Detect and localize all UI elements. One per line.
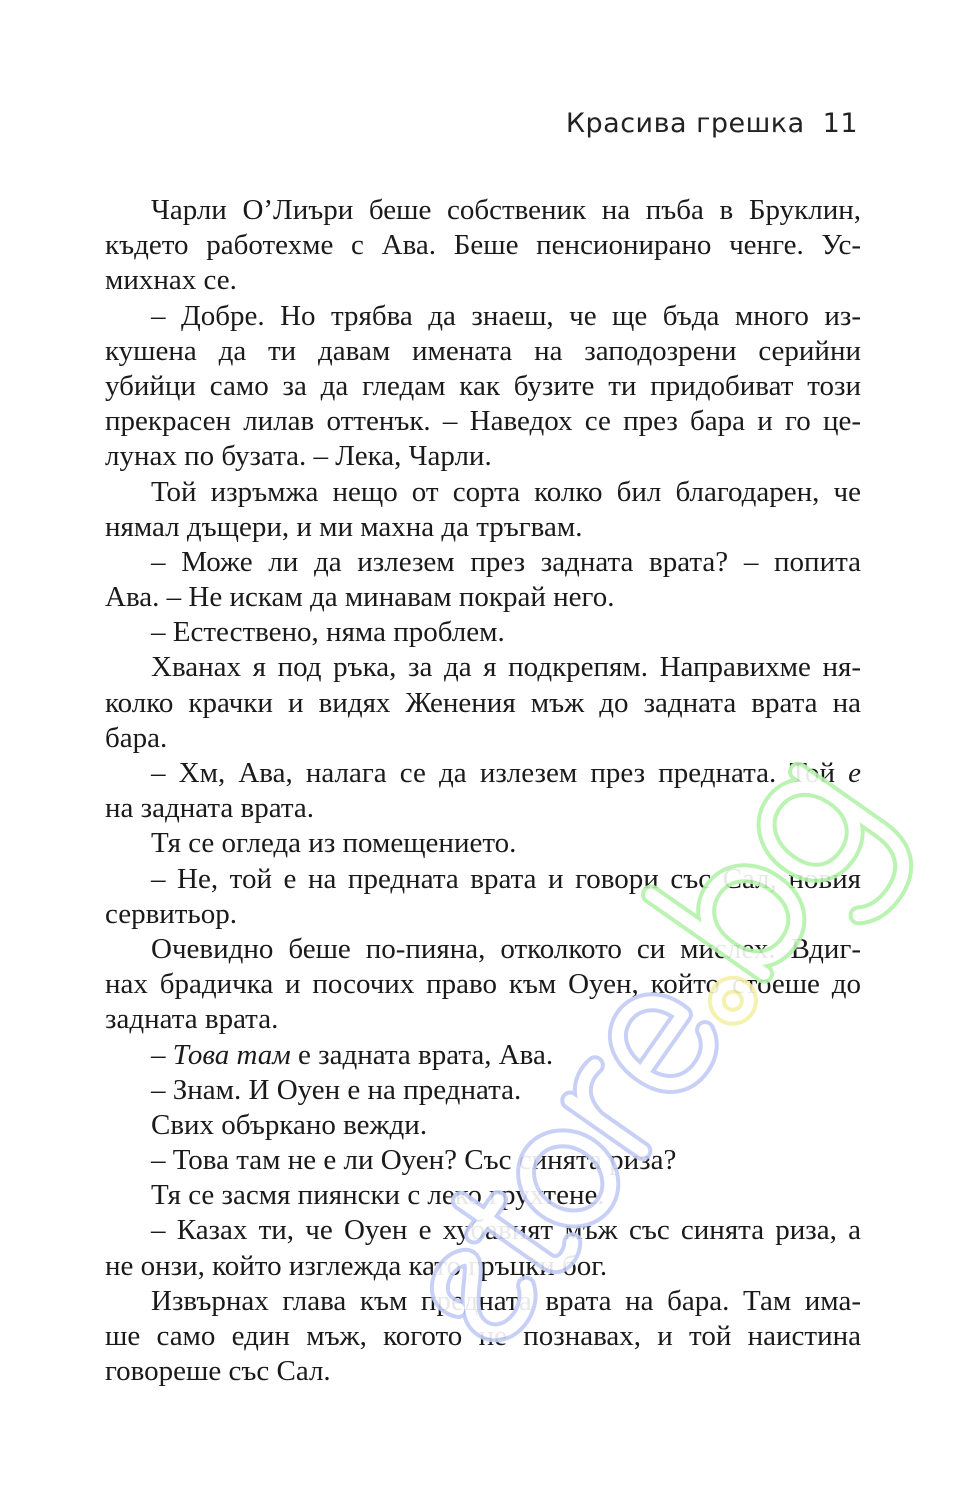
text-line: на задната врата. — [105, 792, 314, 825]
text-line: нямал дъщери, и ми махна да тръгвам. — [105, 510, 583, 543]
text-line: – Може ли да излезем през задната врата? – попита — [151, 545, 861, 578]
text-line: – Това там е задната врата, Ава. — [151, 1038, 554, 1071]
text-line: – Това там не е ли Оуен? Със синята риза? — [151, 1144, 677, 1177]
text-line: Извърнах глава към предната врата на бара. Там има- — [151, 1284, 861, 1317]
text-line: Той изръмжа нещо от сорта колко бил благодарен, че — [151, 475, 861, 508]
text-line: Очевидно беше по-пияна, отколкото си мислех. Вдиг- — [151, 932, 861, 965]
text-line: – Знам. И Оуен е на предната. — [151, 1073, 522, 1106]
text-line: Тя се огледа из помещението. — [151, 827, 517, 860]
text-line: сервитьор. — [105, 897, 237, 930]
text-line: – Естествено, няма проблем. — [151, 616, 505, 649]
text-line: лунах по бузата. – Лека, Чарли. — [105, 440, 492, 473]
text-line: Чарли О’Лиъри беше собственик на пъба в Бруклин, — [151, 194, 861, 226]
text-line: ше само един мъж, когото не познавах, и той наистина — [105, 1320, 861, 1352]
text-line: прекрасен лилав оттенък. – Наведох се през бара и го це- — [105, 405, 861, 438]
text-line: кушена да ти давам имената на заподозрени серийни — [105, 334, 861, 367]
text-line: – Не, той е на предната врата и говори със Сал, новия — [151, 862, 861, 895]
text-line: колко крачки и видях Женения мъж до задната врата на — [105, 686, 861, 719]
text-line: – Казах ти, че Оуен е хубавият мъж със синята риза, а — [151, 1214, 861, 1247]
text-line: Свих объркано вежди. — [151, 1108, 428, 1141]
running-head — [566, 108, 858, 139]
text-line: – Хм, Ава, налага се да излезем през предната. Той е — [151, 757, 861, 789]
text-line: Тя се засмя пиянски с леко грухтене. — [151, 1179, 605, 1212]
text-line: говореше със Сал. — [105, 1355, 331, 1388]
text-line: убийци само за да гледам как бузите ти придобиват този — [105, 369, 861, 402]
text-line: – Добре. Но трябва да знаеш, че ще бъда много из- — [151, 299, 861, 332]
body-text — [105, 193, 861, 1389]
text-line: нах брадичка и посочих право към Оуен, който стоеше до — [105, 968, 861, 1001]
text-line: михнах се. — [105, 264, 237, 297]
text-line: където работехме с Ава. Беше пенсионирано ченге. Ус- — [105, 229, 861, 262]
italic-emphasis: е — [848, 757, 861, 789]
text-line: Ава. – Не искам да минавам покрай него. — [105, 581, 615, 614]
italic-emphasis: Това там — [172, 1038, 291, 1071]
text-line: бара. — [105, 721, 168, 754]
text-line: Хванах я под ръка, за да я подкрепям. Направихме ня- — [151, 651, 861, 684]
page-number: 11 — [822, 108, 858, 139]
book-title: Красива грешка — [565, 108, 805, 139]
text-line: не онзи, който изглежда като гръцки бог. — [105, 1249, 608, 1282]
text-line: задната врата. — [105, 1003, 279, 1036]
